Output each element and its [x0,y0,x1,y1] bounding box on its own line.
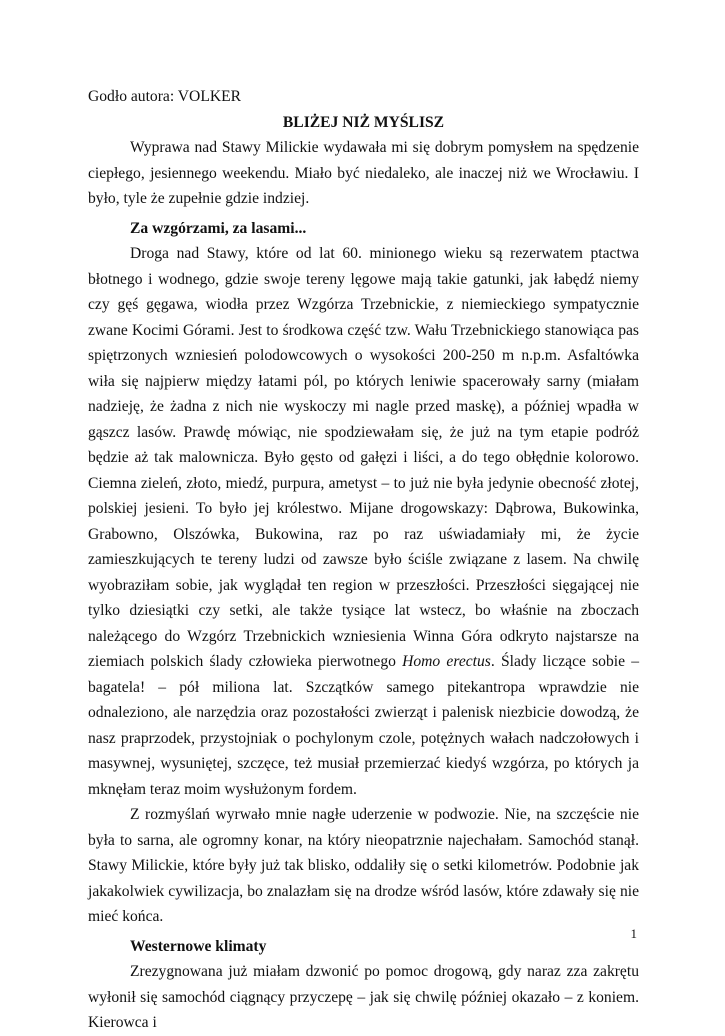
page-number: 1 [630,926,637,941]
paragraph-road-text-end: . Ślady liczące sobie – bagatela! – pół miliona lat. Szczątków samego pitekantropa wprawdzie nie odnaleziono, ale narzędzia oraz pozostałości zwierząt i palenisk niezbicie dowodzą, że nasz praprzodek, przystojniak o pochylonym czole, potężnych wałach nadczołowych i masywnej, wysuniętej, szczęce, też musiał przemierzać kiedyś wzgórza, po których ja mknęłam teraz moim wysłużonym fordem. [88,653,640,798]
section-heading-western: Westernowe klimaty [130,937,267,955]
paragraph-western: Zrezygnowana już miałam dzwonić po pomoc drogową, gdy naraz zza zakrętu wyłonił się samochód ciągnący przyczepę – jak się chwilę później okazało – z koniem. Kierowca i [88,963,639,1031]
document-title: BLIŻEJ NIŻ MYŚLISZ [282,113,445,131]
author-line: Godło autora: VOLKER [88,88,242,105]
paragraph-intro: Wyprawa nad Stawy Milickie wydawała mi się dobrym pomysłem na spędzenie ciepłego, jesiennego weekendu. Miało być niedaleko, ale inaczej niż we Wrocławiu. I było, tyle że zupełnie gdzie indziej. [88,139,639,207]
paragraph-accident: Z rozmyślań wyrwało mnie nagłe uderzenie w podwozie. Nie, na szczęście nie była to sarna, ale ogromny konar, na który nieopatrznie najechałam. Samochód stanął. Stawy Milickie, które były już tak blisko, oddaliły się o setki kilometrów. Podobnie jak jakakolwiek cywilizacja, bo znalazłam się na drodze wśród lasów, które zdawały się nie mieć końca. [88,806,639,925]
species-name-italic: Homo erectus [402,653,491,670]
section-heading-hills: Za wzgórzami, za lasami... [130,219,307,237]
paragraph-road [88,241,639,802]
paragraph-road-text-start: Droga nad Stawy, które od lat 60. minionego wieku są rezerwatem ptactwa błotnego i wodnego, gdzie swoje tereny lęgowe mają takie gatunki, jak łabędź niemy czy gęś gęgawa, wiodła przez Wzgórza Trzebnickie, z niemieckiego sympatycznie zwane Kocimi Górami. Jest to środkowa część tzw. Wału Trzebnickiego stanowiąca pas spiętrzonych wzniesień polodowcowych o wysokości 200-250 m n.p.m. Asfaltówka wiła się najpierw między łatami pól, po których leniwie spacerowały sarny (miałam nadzieję, że żadna z nich nie wyskoczy mi nagle przed maskę), a później wpadła w gąszcz lasów. Prawdę mówiąc, nie spodziewałam się, że już na tym etapie podróż będzie aż tak malownicza. Było gęsto od gałęzi i liści, a do tego obłędnie kolorowo. Ciemna zieleń, złoto, miedź, purpura, ametyst – to już nie była jedynie obecność złotej, polskiej jesieni. To było jej królestwo. Mijane drogowskazy: Dąbrowa, Bukowinka, Grabowno, Olszówka, Bukowina, raz po raz uświadamiały mi, że życie zamieszkujących te tereny ludzi od zawsze było ściśle związane z lasem. Na chwilę wyobraziłam sobie, jak wyglądał ten region w przeszłości. Przeszłości sięgającej nie tylko dziesiątki czy setki, ale także tysiące lat wstecz, bo właśnie na zboczach należącego do Wzgórz Trzebnickich wzniesienia Winna Góra odkryto najstarsze na ziemiach polskich ślady człowieka pierwotnego [88,245,639,670]
document-body [88,84,639,1036]
